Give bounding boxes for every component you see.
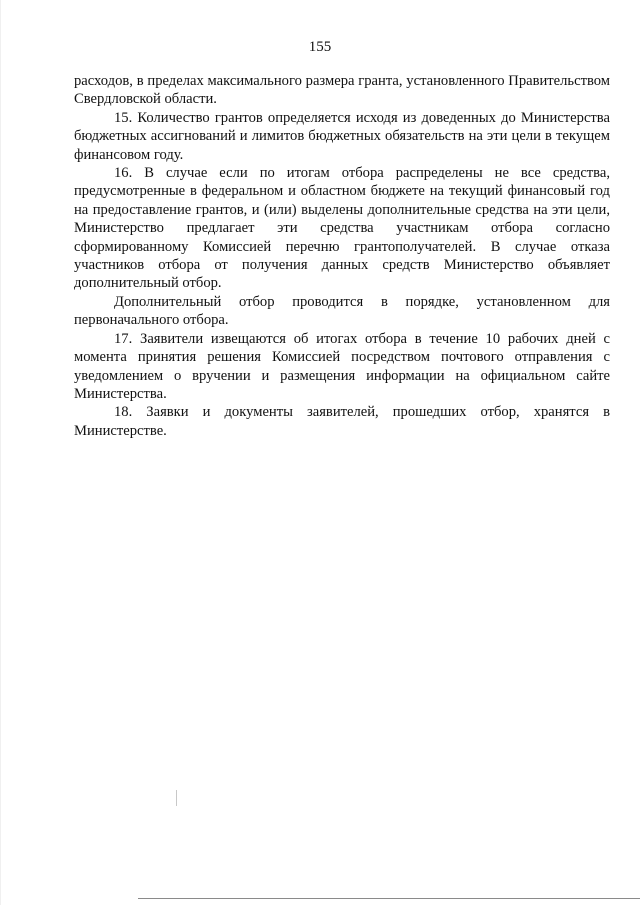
paragraph-additional-selection: Дополнительный отбор проводится в порядке, установленном для первоначального отбора.: [74, 293, 610, 329]
scan-edge: [0, 0, 1, 905]
scan-artifact: [176, 790, 177, 806]
document-body: [74, 72, 610, 440]
scan-bottom-line: [138, 898, 640, 899]
paragraph-16: 16. В случае если по итогам отбора распределены не все средства, предусмотренные в федеральном и областном бюджете на текущий финансовый год на предоставление грантов, и (или) выделены дополнительные средства на эти цели, Министерство предлагает эти средства участникам отбора согласно сформированному Комиссией перечню грантополучателей. В случае отказа участников отбора от получения данных средств Министерство объявляет дополнительный отбор.: [74, 165, 610, 292]
paragraph-continuation: расходов, в пределах максимального размера гранта, установленного Правительством Свердловской области.: [74, 73, 610, 108]
page-number: 155: [308, 39, 332, 55]
paragraph-18: 18. Заявки и документы заявителей, прошедших отбор, хранятся в Министерстве.: [74, 404, 610, 439]
paragraph-15: 15. Количество грантов определяется исходя из доведенных до Министерства бюджетных ассигнований и лимитов бюджетных обязательств на эти цели в текущем финансовом году.: [74, 109, 610, 163]
paragraph-17: 17. Заявители извещаются об итогах отбора в течение 10 рабочих дней с момента принятия решения Комиссией посредством почтового отправления с уведомлением о вручении и размещения информации на официальном сайте Министерства.: [74, 330, 610, 402]
